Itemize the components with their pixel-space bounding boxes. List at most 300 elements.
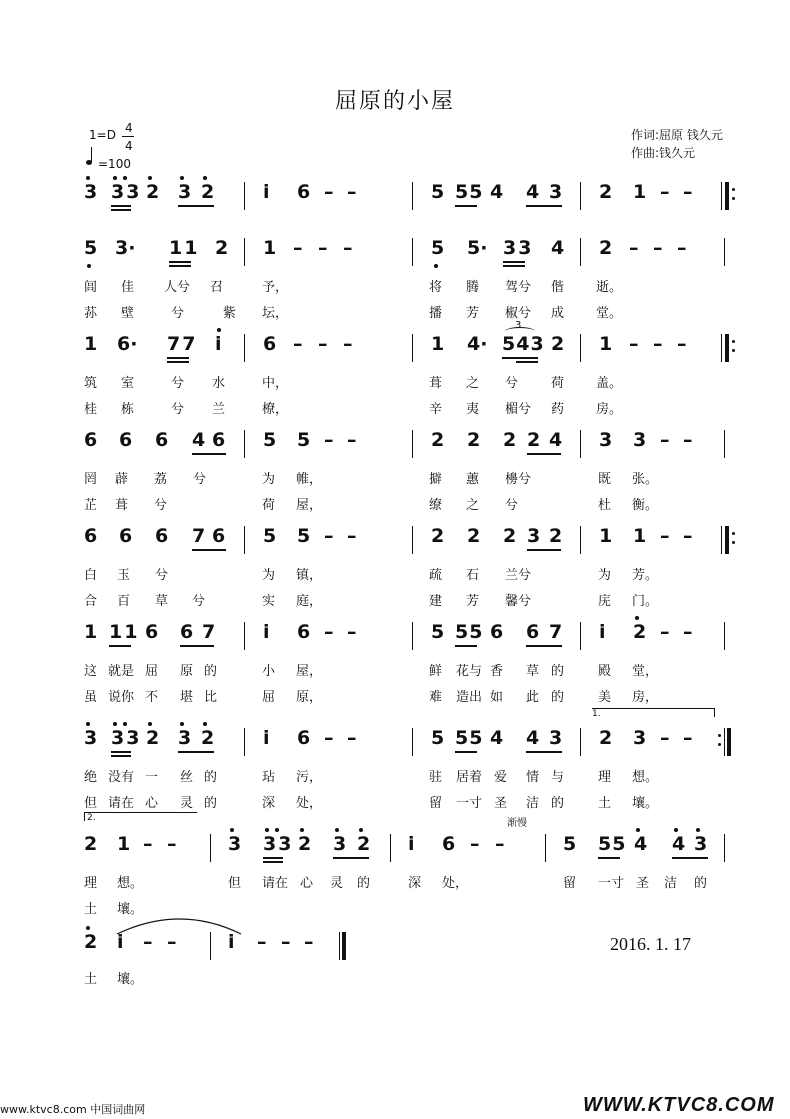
key-signature: 1=D — [89, 128, 116, 142]
barline — [244, 182, 245, 210]
note: 11 — [169, 237, 200, 259]
lyric: 没有 — [108, 770, 135, 785]
note: 6 — [84, 429, 98, 451]
lyric: 请在 — [108, 796, 135, 811]
lyric: 灵 — [180, 796, 194, 811]
note: 11 — [109, 621, 140, 643]
underline — [455, 751, 477, 753]
lyric: 深 — [262, 796, 276, 811]
lyric: 杜 — [598, 498, 612, 513]
barline — [724, 622, 725, 650]
lyrics-line — [0, 660, 790, 678]
note: 2 — [215, 237, 229, 259]
underline — [169, 261, 191, 263]
note: 2 — [84, 833, 98, 855]
lyrics-line — [0, 792, 790, 810]
note: 6 — [297, 727, 311, 749]
note: 2 — [146, 727, 160, 749]
dash: – — [629, 237, 639, 259]
first-ending-label: 1. — [592, 709, 601, 719]
octave-dot — [636, 828, 640, 832]
note: 3 — [527, 525, 541, 547]
lyrics-line — [0, 276, 790, 294]
lyric: 鲜 — [429, 664, 443, 679]
dash: – — [347, 525, 357, 547]
note: 2 — [549, 525, 563, 547]
lyric: 兮 — [193, 472, 207, 487]
barline — [580, 334, 581, 362]
lyric: 洁 — [664, 876, 678, 891]
lyric: 殿 — [598, 664, 612, 679]
lyric: 的 — [551, 690, 565, 705]
lyric: 水 — [212, 376, 226, 391]
note: 2 — [599, 727, 613, 749]
lyric: 栋 — [121, 402, 135, 417]
underline — [178, 751, 214, 753]
repeat-barline-thick — [725, 526, 729, 554]
note: i — [117, 931, 124, 953]
lyrics-line — [0, 968, 790, 986]
dash: – — [660, 525, 670, 547]
repeat-dots — [732, 188, 735, 206]
lyric: 情 — [526, 770, 540, 785]
note: 1 — [84, 333, 98, 355]
note: 5 — [84, 237, 98, 259]
note: 33 — [111, 181, 142, 203]
note: 1 — [599, 525, 613, 547]
barline — [210, 932, 211, 960]
lyric: 逝。 — [596, 280, 623, 295]
dash: – — [683, 525, 693, 547]
lyric: 说你 — [108, 690, 135, 705]
barline — [580, 182, 581, 210]
octave-dot — [86, 926, 90, 930]
lyrics-line — [0, 398, 790, 416]
note: 4 — [526, 181, 540, 203]
note: i — [263, 181, 270, 203]
score-row-4 — [0, 428, 790, 458]
lyric: 的 — [204, 796, 218, 811]
lyric: 兮 — [192, 594, 206, 609]
barline — [412, 182, 413, 210]
barline — [210, 834, 211, 862]
lyric: 张。 — [632, 472, 659, 487]
note: 4· — [467, 333, 488, 355]
note: 3 — [694, 833, 708, 855]
lyric: 盖。 — [596, 376, 623, 391]
note: 6 — [297, 621, 311, 643]
lyric: 这 — [84, 664, 98, 679]
underline — [169, 265, 191, 267]
lyric: 偕 — [551, 280, 565, 295]
note: 5 — [297, 429, 311, 451]
note: 6 — [442, 833, 456, 855]
note: 2 — [633, 621, 647, 643]
lyric: 理 — [84, 876, 98, 891]
lyric: 疏 — [429, 568, 443, 583]
barline — [244, 526, 245, 554]
lyric: 的 — [204, 664, 218, 679]
repeat-barline-thick — [725, 182, 729, 210]
lyric: 壤。 — [117, 972, 144, 987]
lyric: 坛， — [262, 306, 289, 321]
octave-dot — [148, 722, 152, 726]
lyric: 难 — [429, 690, 443, 705]
underline — [111, 209, 131, 211]
lyric: 庭， — [296, 594, 323, 609]
lyric: 爱 — [494, 770, 508, 785]
note: 7 — [549, 621, 563, 643]
note: i — [408, 833, 415, 855]
lyric: 芳 — [466, 594, 480, 609]
octave-dot — [123, 176, 127, 180]
lyric: 请在 — [262, 876, 289, 891]
note: 2 — [298, 833, 312, 855]
note: 2 — [467, 429, 481, 451]
lyric: 壤。 — [117, 902, 144, 917]
lyric: 不 — [145, 690, 159, 705]
note: 4 — [551, 237, 565, 259]
octave-dot — [113, 176, 117, 180]
dash: – — [660, 429, 670, 451]
second-ending-label: 2. — [87, 813, 96, 823]
lyric: 屋， — [296, 664, 323, 679]
dash: – — [653, 333, 663, 355]
note: 6 — [212, 429, 226, 451]
lyric: 播 — [429, 306, 443, 321]
underline — [111, 751, 131, 753]
octave-dot — [359, 828, 363, 832]
underline — [263, 861, 283, 863]
dash: – — [683, 429, 693, 451]
note: 2 — [84, 931, 98, 953]
repeat-barline-thick — [725, 334, 729, 362]
lyric: 腾 — [466, 280, 480, 295]
barline — [244, 622, 245, 650]
underline — [526, 645, 562, 647]
lyric: 虽 — [84, 690, 98, 705]
dash: – — [677, 237, 687, 259]
underline — [167, 357, 189, 359]
lyric: 想。 — [632, 770, 659, 785]
barline — [412, 728, 413, 756]
octave-dot — [335, 828, 339, 832]
lyric: 蕙 — [466, 472, 480, 487]
dash: – — [167, 931, 177, 953]
repeat-dots — [732, 340, 735, 358]
lyric: 堂， — [632, 664, 659, 679]
dash: – — [660, 181, 670, 203]
note: 543 — [502, 333, 545, 355]
underline — [192, 549, 226, 551]
lyric: 兮 — [171, 402, 185, 417]
barline — [412, 526, 413, 554]
lyric: 的 — [204, 770, 218, 785]
underline — [263, 857, 283, 859]
note: 5 — [563, 833, 577, 855]
note: 6 — [297, 181, 311, 203]
lyric: 兰兮 — [505, 568, 532, 583]
dash: – — [167, 833, 177, 855]
composition-date: 2016. 1. 17 — [610, 934, 691, 954]
underline — [333, 857, 369, 859]
lyric: 土 — [84, 972, 98, 987]
dash: – — [347, 621, 357, 643]
dash: – — [324, 621, 334, 643]
lyric: 实 — [262, 594, 276, 609]
low-octave-dot — [87, 264, 91, 268]
lyric: 草 — [526, 664, 540, 679]
lyrics-line — [0, 494, 790, 512]
octave-dot — [230, 828, 234, 832]
note: 6 — [180, 621, 194, 643]
lyric: 馨兮 — [505, 594, 532, 609]
dash: – — [324, 525, 334, 547]
lyric: 理 — [598, 770, 612, 785]
lyric: 擗 — [429, 472, 443, 487]
note: 55 — [455, 181, 484, 203]
note: 2 — [599, 181, 613, 203]
repeat-barline-thin — [721, 526, 722, 554]
lyric: 缭 — [429, 498, 443, 513]
lyric: 留 — [429, 796, 443, 811]
note: 2 — [503, 525, 517, 547]
lyric: 成 — [551, 306, 565, 321]
score-row-2 — [0, 236, 790, 266]
note: 77 — [167, 333, 198, 355]
note: 4 — [490, 181, 504, 203]
note: 3 — [333, 833, 347, 855]
lyric: 香 — [490, 664, 504, 679]
note: i — [263, 727, 270, 749]
dash: – — [683, 181, 693, 203]
lyric: 原， — [296, 690, 323, 705]
lyric: 门。 — [632, 594, 659, 609]
barline — [244, 334, 245, 362]
underline — [503, 265, 525, 267]
note: 6 — [526, 621, 540, 643]
lyric: 罔 — [84, 472, 98, 487]
lyric: 为 — [598, 568, 612, 583]
underline — [455, 645, 477, 647]
lyric: 草 — [155, 594, 169, 609]
dash: – — [304, 931, 314, 953]
lyric: 夷 — [466, 402, 480, 417]
time-signature-line — [122, 136, 134, 137]
lyric: 既 — [598, 472, 612, 487]
repeat-dots — [718, 734, 721, 752]
lyric: 橑， — [262, 402, 289, 417]
lyric: 楣兮 — [505, 402, 532, 417]
note: 6 — [145, 621, 159, 643]
note: 4 — [192, 429, 206, 451]
lyric: 之 — [466, 498, 480, 513]
score-row-5 — [0, 524, 790, 554]
note: 33 — [263, 833, 294, 855]
lyric: 壤。 — [632, 796, 659, 811]
note: 3 — [178, 727, 192, 749]
note: 7 — [202, 621, 216, 643]
dash: – — [343, 333, 353, 355]
lyric: 洁 — [526, 796, 540, 811]
dash: – — [293, 333, 303, 355]
time-signature-top: 4 — [125, 121, 133, 135]
note: 1 — [633, 181, 647, 203]
dash: – — [660, 727, 670, 749]
lyric: 兮 — [171, 306, 185, 321]
dash: – — [347, 429, 357, 451]
note: 6 — [155, 525, 169, 547]
lyric: 想。 — [117, 876, 144, 891]
barline — [390, 834, 391, 862]
note: 4 — [634, 833, 648, 855]
note: 2 — [201, 727, 215, 749]
lyric: 驾兮 — [505, 280, 532, 295]
note: 1 — [117, 833, 131, 855]
lyric: 此 — [526, 690, 540, 705]
lyric: 薜 — [115, 472, 129, 487]
dash: – — [324, 181, 334, 203]
lyric: 镇， — [296, 568, 323, 583]
dash: – — [495, 833, 505, 855]
barline — [580, 238, 581, 266]
score-row-7 — [0, 726, 790, 756]
lyric: 壁 — [121, 306, 135, 321]
lyric: 就是 — [108, 664, 135, 679]
underline — [167, 361, 189, 363]
underline — [111, 205, 131, 207]
note: 3 — [549, 181, 563, 203]
note: 2 — [146, 181, 160, 203]
ritardando-marking: 渐慢 — [507, 818, 527, 829]
barline — [244, 728, 245, 756]
octave-dot — [696, 828, 700, 832]
lyric: 葺 — [429, 376, 443, 391]
barline — [580, 728, 581, 756]
note: 5 — [431, 237, 445, 259]
lyric: 白 — [84, 568, 98, 583]
underline — [672, 857, 708, 859]
octave-dot — [300, 828, 304, 832]
lyric: 建 — [429, 594, 443, 609]
repeat-barline-thin — [721, 334, 722, 362]
barline — [244, 238, 245, 266]
note: 6 — [155, 429, 169, 451]
underline — [192, 453, 226, 455]
lyric: 玉 — [117, 568, 131, 583]
dash: – — [660, 621, 670, 643]
lyric: 兮 — [155, 568, 169, 583]
lyric: 留 — [563, 876, 577, 891]
lyric: 房。 — [596, 402, 623, 417]
lyric: 将 — [429, 280, 443, 295]
footer-site-link[interactable]: www.ktvc8.com 中国词曲网 — [0, 1103, 146, 1116]
lyric: 处， — [296, 796, 323, 811]
note: i — [228, 931, 235, 953]
lyric: 中， — [262, 376, 289, 391]
note: 6 — [84, 525, 98, 547]
dash: – — [629, 333, 639, 355]
lyric: 但 — [84, 796, 98, 811]
note: 3· — [115, 237, 136, 259]
note: 2 — [527, 429, 541, 451]
note: 1 — [633, 525, 647, 547]
lyric: 圣 — [636, 876, 650, 891]
underline — [516, 361, 538, 363]
lyric: 百 — [117, 594, 131, 609]
dash: – — [324, 429, 334, 451]
dash: – — [653, 237, 663, 259]
lyric: 佳 — [121, 280, 135, 295]
lyric: 兮 — [154, 498, 168, 513]
barline — [244, 430, 245, 458]
lyric: 居着 — [456, 770, 483, 785]
repeat-barline-thin — [721, 182, 722, 210]
barline — [412, 622, 413, 650]
lyric: 堂。 — [596, 306, 623, 321]
repeat-barline-thick — [727, 728, 731, 756]
note: 33 — [111, 727, 142, 749]
underline — [502, 357, 538, 359]
octave-dot — [674, 828, 678, 832]
lyric: 庑 — [598, 594, 612, 609]
underline — [455, 205, 477, 207]
barline — [412, 430, 413, 458]
lyric: 櫋兮 — [505, 472, 532, 487]
lyric: 兮 — [505, 498, 519, 513]
underline — [526, 751, 562, 753]
low-octave-dot — [434, 264, 438, 268]
underline — [503, 261, 525, 263]
lyrics-line — [0, 468, 790, 486]
note: 5 — [263, 525, 277, 547]
quarter-note-icon — [86, 160, 92, 165]
score-row-8 — [0, 832, 790, 862]
lyrics-line — [0, 372, 790, 390]
lyrics-line — [0, 564, 790, 582]
note: 5 — [431, 621, 445, 643]
lyric: 一 — [145, 770, 159, 785]
repeat-barline-thin — [724, 728, 725, 756]
lyric: 予， — [262, 280, 289, 295]
lyric: 丝 — [180, 770, 194, 785]
lyric: 处， — [442, 876, 469, 891]
lyric: 小 — [262, 664, 276, 679]
lyric: 圣 — [494, 796, 508, 811]
octave-dot — [217, 328, 221, 332]
lyric: 心 — [300, 876, 314, 891]
triplet-slur — [505, 327, 535, 336]
lyric: 筑 — [84, 376, 98, 391]
barline — [412, 334, 413, 362]
lyric: 屈 — [262, 690, 276, 705]
underline — [180, 645, 214, 647]
lyric: 闾 — [84, 280, 98, 295]
lyric: 为 — [262, 568, 276, 583]
lyric: 芳。 — [632, 568, 659, 583]
octave-dot — [275, 828, 279, 832]
lyric: 的 — [551, 664, 565, 679]
dash: – — [293, 237, 303, 259]
dash: – — [347, 181, 357, 203]
lyric: 房， — [632, 690, 659, 705]
note: 6· — [117, 333, 138, 355]
note: 5 — [431, 181, 445, 203]
first-ending-bracket — [592, 708, 715, 717]
lyric: 荔 — [154, 472, 168, 487]
underline — [526, 205, 562, 207]
octave-dot — [203, 722, 207, 726]
